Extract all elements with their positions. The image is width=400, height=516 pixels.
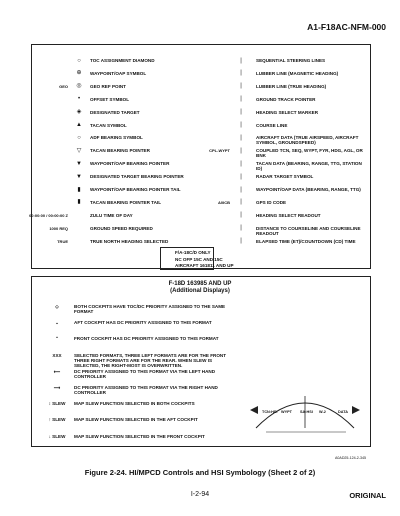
symbol-glyph: ▲ — [76, 122, 82, 128]
symbol-glyph: | — [240, 212, 242, 219]
symbol-description: COURSE LINE — [256, 122, 288, 128]
symbol-glyph: ↕ SLEW — [48, 401, 66, 407]
symbol-description: ELAPSED TIME (ET)/COUNTDOWN (CD) TIME — [256, 238, 356, 244]
symbol-glyph: ◇ — [55, 304, 59, 309]
section-subtitle: (Additional Displays) — [170, 288, 230, 294]
legend-box — [160, 247, 234, 270]
symbol-description: TOC ASSIGNMENT DIAMOND — [90, 58, 155, 63]
symbol-glyph: | — [240, 225, 242, 232]
symbol-glyph: | — [240, 70, 242, 77]
symbol-glyph: | — [240, 147, 242, 154]
symbol-glyph: ⟶ — [53, 385, 61, 390]
symbol-description: GEO REF POINT — [90, 83, 126, 89]
symbol-description: AIRCRAFT DATA (TRUE AIRSPEED, AIRCRAFT SYMBOL, GROUNDSPEED) — [256, 135, 359, 146]
legend-item: NC OFP 15C AND 15C — [175, 257, 223, 262]
symbol-description: GPS ID CODE — [256, 199, 287, 205]
symbol-description: MAP SLEW FUNCTION SELECTED IN THE AFT COCKPIT — [74, 417, 198, 423]
legend-item: F/A-18C/D ONLY — [175, 250, 211, 255]
hsi-label: TCN:HSI — [262, 410, 278, 414]
symbol-description: TACAN BEARING POINTER TAIL — [90, 199, 162, 205]
symbol-description: HEADING SELECT READOUT — [256, 212, 321, 218]
symbol-description: DESIGNATED TARGET BEARING POINTER — [90, 174, 184, 180]
symbol-tag: GEO — [59, 83, 68, 89]
symbol-glyph: | — [240, 109, 242, 116]
hsi-label: DATA — [338, 410, 348, 414]
symbol-glyph: | — [240, 160, 242, 167]
symbol-description: DC PRIORITY ASSIGNED TO THIS FORMAT VIA THE LEFT HAND CONTROLLER — [74, 368, 216, 379]
symbol-description: WAYPOINT/OAP SYMBOL — [90, 70, 147, 76]
figure-caption: Figure 2-24. HI/MPCD Controls and HSI Symbology (Sheet 2 of 2) — [84, 468, 316, 477]
symbol-glyph: | — [240, 186, 242, 193]
section-title: F-18D 163985 AND UP — [168, 281, 232, 287]
page-number: I-2-94 — [190, 491, 210, 498]
symbol-glyph: | — [240, 238, 242, 245]
symbol-glyph: ⊕ — [76, 70, 82, 77]
symbol-description: TRUE NORTH HEADING SELECTED — [90, 238, 169, 244]
symbol-glyph: ◈ — [76, 109, 82, 116]
symbol-description: DISTANCE TO COURSELINE AND COURSELINE READOUT — [256, 225, 361, 236]
symbol-glyph: ▽ — [76, 147, 82, 154]
symbol-description: ZULU TIME OF DAY — [90, 212, 133, 218]
symbol-glyph: ⌃ — [55, 336, 59, 342]
symbol-description: LUBBER LINE (TRUE HEADING) — [256, 83, 327, 89]
symbol-description: WAYPOINT/OAP BEARING POINTER TAIL — [90, 187, 181, 192]
symbol-glyph: ○ — [77, 57, 81, 64]
hsi-label: WYPT — [281, 410, 292, 414]
hsi-label: W-2 — [319, 410, 326, 414]
symbol-description: DESIGNATED TARGET — [90, 109, 140, 115]
symbol-glyph: • — [77, 96, 81, 103]
symbol-glyph: ◎ — [76, 83, 82, 90]
symbol-glyph: ○ — [77, 134, 81, 141]
symbol-tag: CPL-WYPT — [209, 148, 230, 154]
symbol-description: BOTH COCKPITS HAVE TOC/DC PRIORITY ASSIGNED TO THE SAME FORMAT — [74, 304, 226, 314]
symbol-tag: 1000 REQ — [49, 225, 68, 231]
symbol-glyph: | — [240, 173, 242, 180]
symbol-glyph: XXX — [52, 352, 62, 358]
symbol-description: SELECTED FORMATS, THREE LEFT FORMATS ARE FOR THE FRONT THREE RIGHT FORMATS ARE FOR THE REAR. WHEN SLEW IS SELECTED, THE RIGHT-MOST IS OVERWRITTEN. — [74, 352, 227, 368]
symbol-description: GROUND SPEED REQUIRED — [90, 225, 153, 231]
symbol-description: TACAN BEARING POINTER — [90, 148, 150, 154]
symbol-description: TACAN DATA (BEARING, RANGE, TTG, STATION ID) — [256, 161, 362, 172]
symbol-glyph: | — [240, 96, 242, 103]
original-mark: ORIGINAL — [349, 491, 386, 500]
symbol-description: WAYPOINT/OAP DATA (BEARING, RANGE, TTG) — [256, 187, 361, 192]
symbol-glyph: | — [240, 199, 242, 206]
symbol-description: DC PRIORITY ASSIGNED TO THIS FORMAT VIA THE RIGHT HAND CONTROLLER — [74, 385, 218, 395]
symbol-description: WAYPOINT/OAP BEARING POINTER — [90, 161, 170, 167]
symbol-description: MAP SLEW FUNCTION SELECTED IN THE FRONT COCKPIT — [74, 433, 205, 439]
symbol-glyph: ▼ — [76, 173, 82, 180]
symbol-description: SEQUENTIAL STEERING LINES — [256, 58, 326, 63]
legend-item: AIRCRAFT 161811 AND UP — [175, 263, 234, 268]
symbol-description: TACAN SYMBOL — [90, 122, 127, 128]
symbol-description: HEADING SELECT MARKER — [256, 109, 319, 115]
symbol-glyph: | — [240, 83, 242, 90]
symbol-description: MAP SLEW FUNCTION SELECTED IN BOTH COCKPITS — [74, 401, 195, 407]
symbol-description: ADF BEARING SYMBOL — [90, 135, 143, 141]
symbol-description: LUBBER LINE (MAGNETIC HEADING) — [256, 70, 339, 76]
symbol-tag: A0ICB — [217, 199, 230, 205]
symbol-description: RADAR TARGET SYMBOL — [256, 174, 314, 180]
doc-header: A1-F18AC-NFM-000 — [307, 22, 386, 32]
symbol-description: OFFSET SYMBOL — [90, 96, 130, 102]
symbol-tag: 00:00:00 / 00:00:00 Z — [29, 212, 68, 218]
symbol-description: COUPLED TCN, SEQ, WYPT, FYR, HDG, AGL, OR BNK — [256, 148, 363, 159]
symbol-description: AFT COCKPIT HAS DC PRIORITY ASSIGNED TO THIS FORMAT — [74, 320, 212, 326]
figure-reference: A0AD25-124-2-345 — [335, 456, 366, 460]
symbol-glyph: | — [240, 122, 242, 128]
symbol-glyph: ↓ SLEW — [48, 433, 66, 439]
symbol-glyph: ⌄ — [55, 320, 59, 326]
symbol-glyph: ▼ — [76, 160, 82, 167]
hsi-label: SA:HSI — [300, 410, 313, 414]
symbol-glyph: | — [240, 134, 242, 141]
symbol-glyph: ▮ — [77, 186, 81, 193]
symbol-description: FRONT COCKPIT HAS DC PRIORITY ASSIGNED TO THIS FORMAT — [74, 336, 219, 342]
symbol-glyph: | — [240, 57, 242, 64]
symbol-glyph: ⟵ — [53, 368, 61, 374]
symbol-glyph: ↑ SLEW — [48, 417, 66, 423]
symbol-glyph: ▮ — [77, 199, 81, 206]
symbol-tag: TRUE — [57, 238, 68, 244]
symbol-description: GROUND TRACK POINTER — [256, 96, 316, 102]
